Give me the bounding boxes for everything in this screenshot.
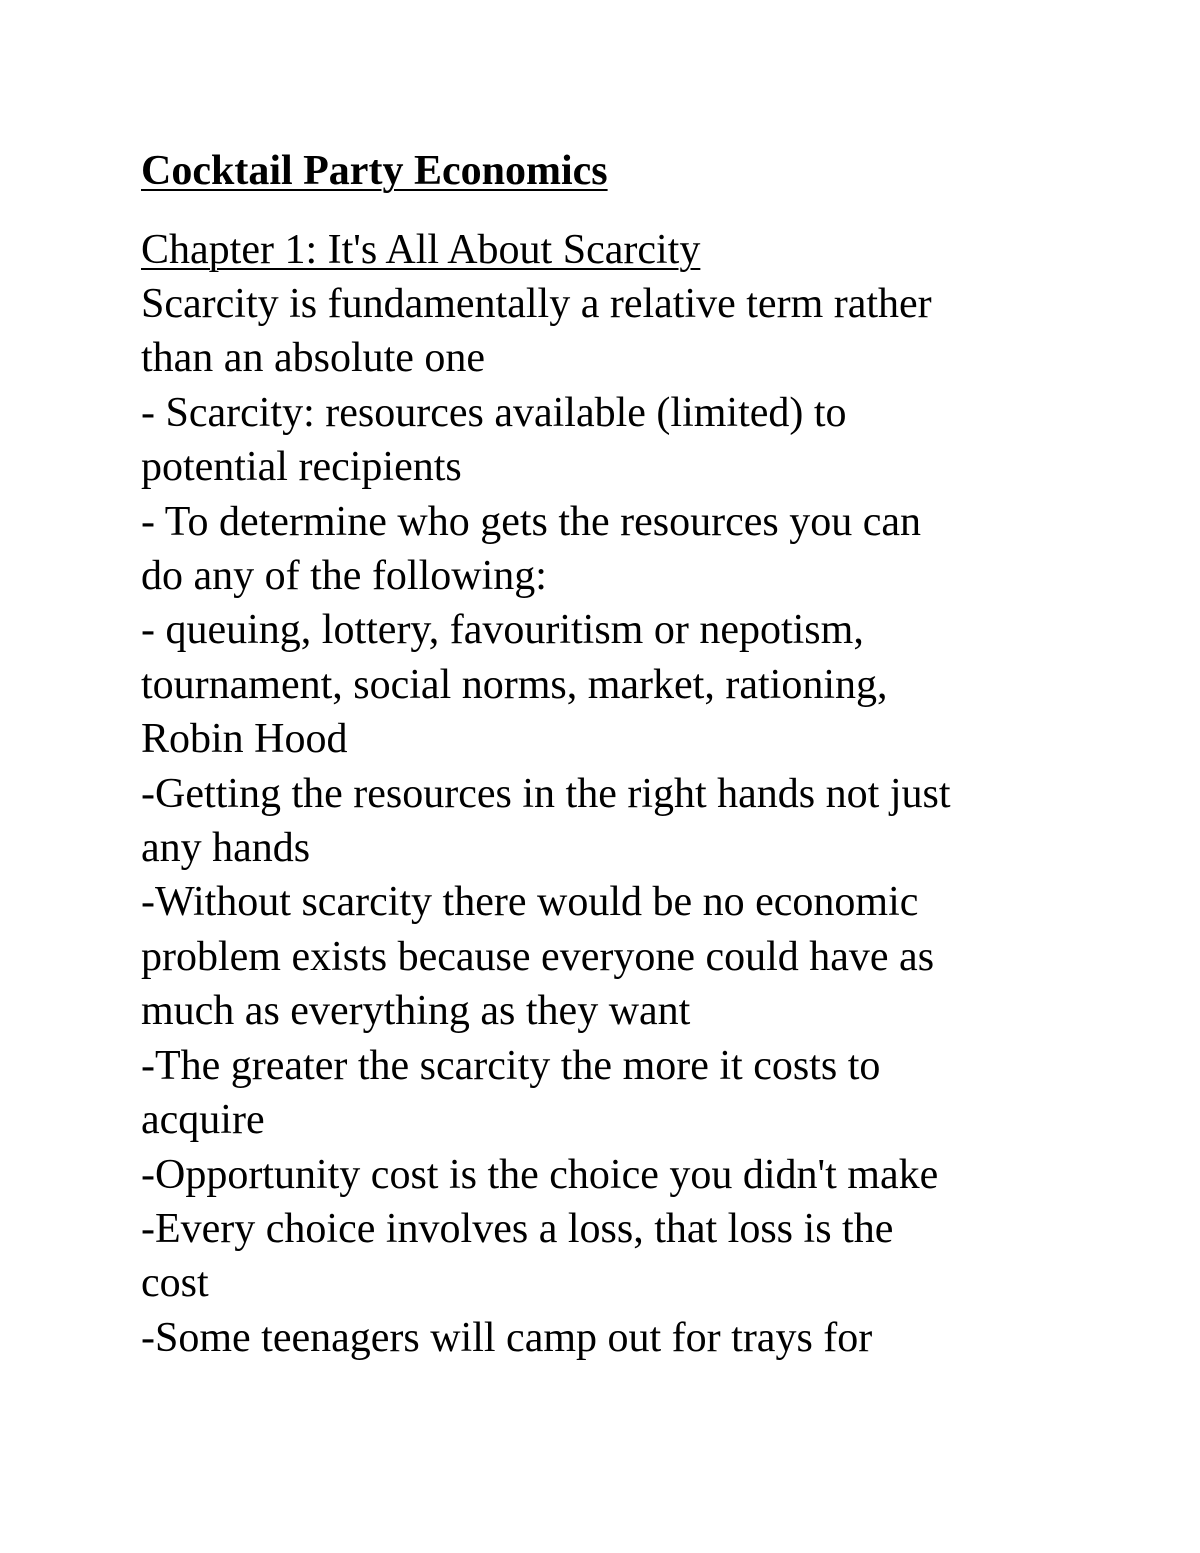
text-line: -The greater the scarcity the more it costs to bbox=[141, 1042, 881, 1089]
text-line: any hands bbox=[141, 825, 311, 872]
text-line: than an absolute one bbox=[141, 335, 486, 382]
text-line: - Scarcity: resources available (limited) to bbox=[141, 389, 847, 436]
chapter-heading: Chapter 1: It's All About Scarcity bbox=[141, 227, 701, 273]
text-line: tournament, social norms, market, rationing, bbox=[141, 661, 888, 708]
text-line: acquire bbox=[141, 1097, 265, 1144]
text-line: -Some teenagers will camp out for trays for bbox=[141, 1314, 873, 1361]
text-line: -Without scarcity there would be no economic bbox=[141, 879, 919, 926]
document-content bbox=[141, 143, 1071, 1365]
text-line: cost bbox=[141, 1260, 209, 1307]
text-line: -Getting the resources in the right hands not just bbox=[141, 770, 951, 817]
body-text bbox=[141, 277, 1071, 1365]
text-line: - To determine who gets the resources you can bbox=[141, 498, 922, 545]
text-line: Scarcity is fundamentally a relative term rather bbox=[141, 281, 932, 327]
text-line: problem exists because everyone could have as bbox=[141, 933, 935, 980]
text-line: - queuing, lottery, favouritism or nepotism, bbox=[141, 607, 864, 654]
text-line: potential recipients bbox=[141, 444, 462, 491]
document-title: Cocktail Party Economics bbox=[141, 148, 608, 194]
text-line: -Opportunity cost is the choice you didn't make bbox=[141, 1151, 939, 1198]
text-line: do any of the following: bbox=[141, 553, 547, 600]
text-line: -Every choice involves a loss, that loss is the bbox=[141, 1205, 894, 1252]
text-line: Robin Hood bbox=[141, 716, 348, 763]
text-line: much as everything as they want bbox=[141, 988, 691, 1035]
